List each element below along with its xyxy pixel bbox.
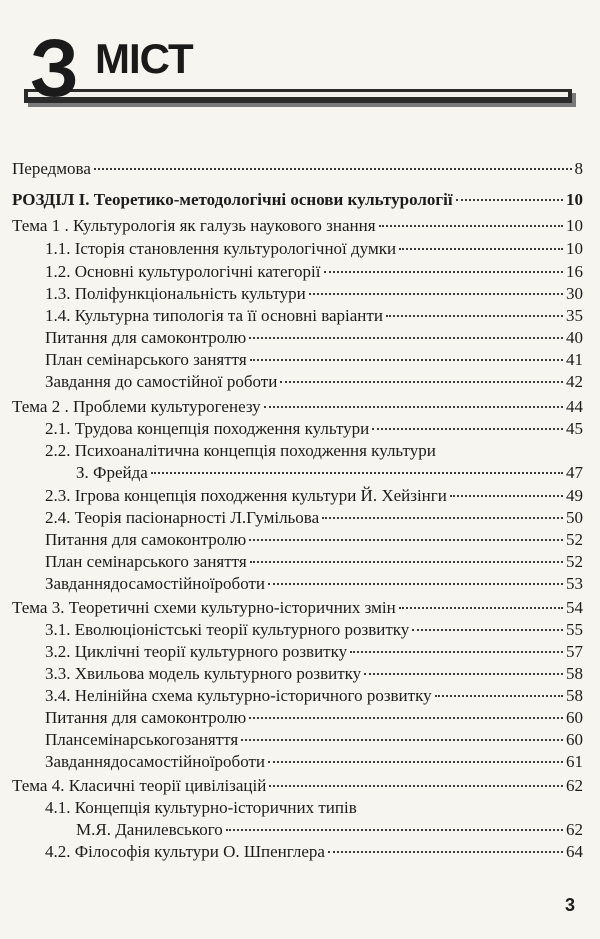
toc-entry — [12, 215, 583, 237]
toc-entry-title: 1.2. Основні культурологічні категорії — [45, 262, 321, 281]
toc-entry-title: 2.4. Теорія пасіонарності Л.Гумільова — [45, 508, 320, 527]
toc-entry-title: Завданнядосамостійноїроботи — [45, 752, 265, 771]
toc-entry — [45, 729, 583, 751]
toc-entry-title: 2.1. Трудова концепція походження культури — [45, 419, 370, 438]
toc-entry-page: 41 — [566, 350, 583, 369]
toc-entry-page: 58 — [566, 686, 583, 705]
toc-entry — [45, 349, 583, 371]
toc-entry-page: 54 — [566, 598, 583, 617]
toc-entry-page: 52 — [566, 530, 583, 549]
toc-entry-page: 50 — [566, 508, 583, 527]
toc-entry-page: 61 — [566, 752, 583, 771]
toc-entry — [45, 619, 583, 641]
toc-entry-page: 52 — [566, 552, 583, 571]
toc-entry — [45, 283, 583, 305]
toc-entry-title: 1.4. Культурна типологія та її основні варіанти — [45, 306, 383, 325]
toc-entry-page: 35 — [566, 306, 583, 325]
toc-entry — [45, 707, 583, 729]
toc-dot-leader — [386, 315, 563, 317]
toc-dot-leader — [322, 517, 563, 519]
toc-dot-leader — [328, 851, 563, 853]
toc-entry — [45, 529, 583, 551]
toc-entry-title: Питання для самоконтролю — [45, 708, 247, 727]
heading-bar-stripe — [28, 92, 568, 97]
toc-entry — [45, 841, 583, 863]
toc-entry-page: 53 — [566, 574, 583, 593]
toc-entry-title: План семінарського заняття — [45, 552, 247, 571]
toc-entry-title: 3.3. Хвильова модель культурного розвитку — [45, 664, 362, 683]
toc-entry — [45, 663, 583, 685]
toc-dot-leader — [280, 381, 563, 383]
page-number: 3 — [565, 895, 576, 915]
toc-entry-title: Плансемінарськогозаняття — [45, 730, 239, 749]
toc-dot-leader — [151, 472, 563, 474]
toc-entry-title: Тема 2 . Проблеми культурогенезу — [12, 397, 261, 416]
toc-entry-page: 62 — [566, 820, 583, 839]
toc-entry-title: 3.4. Нелінійна схема культурно-історичного розвитку — [45, 686, 432, 705]
toc-entry-title: 1.1. Історія становлення культурологічної думки — [45, 239, 397, 258]
toc-entry-page: 10 — [566, 190, 583, 209]
toc-entry — [45, 371, 583, 393]
toc-entry-page: 16 — [566, 262, 583, 281]
toc-entry — [45, 485, 583, 507]
toc-entry — [45, 440, 436, 462]
toc-dot-leader — [268, 761, 563, 763]
toc-entry-title: 3.2. Циклічні теорії культурного розвитку — [45, 642, 348, 661]
toc-dot-leader — [94, 168, 572, 170]
toc-dot-leader — [249, 717, 563, 719]
toc-entry-page: 30 — [566, 284, 583, 303]
toc-entry-page: 45 — [566, 419, 583, 438]
toc-dot-leader — [249, 539, 563, 541]
toc-entry-page: 10 — [566, 216, 583, 235]
toc-dot-leader — [268, 583, 563, 585]
toc-entry-title: 3.1. Еволюціоністські теорії культурного розвитку — [45, 620, 410, 639]
toc-entry — [45, 685, 583, 707]
heading-title: МІСТ — [95, 35, 193, 82]
toc-entry-title: Тема 3. Теоретичні схеми культурно-історичних змін — [12, 598, 396, 617]
toc-dot-leader — [309, 293, 563, 295]
toc-entry-title: Завдання до самостійної роботи — [45, 372, 278, 391]
toc-dot-leader — [250, 359, 563, 361]
toc-entry-title: 1.3. Поліфункціональність культури — [45, 284, 306, 303]
toc-dot-leader — [372, 428, 563, 430]
toc-entry — [45, 261, 583, 283]
toc-entry-page: 42 — [566, 372, 583, 391]
toc-entry-page: 55 — [566, 620, 583, 639]
toc-entry — [45, 573, 583, 595]
toc-dot-leader — [350, 651, 563, 653]
toc-dot-leader — [364, 673, 563, 675]
toc-dot-leader — [226, 829, 563, 831]
toc-entry-title: З. Фрейда — [76, 463, 148, 482]
toc-dot-leader — [241, 739, 563, 741]
toc-entry-title: М.Я. Данилевського — [76, 820, 223, 839]
toc-entry — [12, 396, 583, 418]
heading-initial-letter: З — [30, 23, 79, 114]
toc-entry-page: 44 — [566, 397, 583, 416]
toc-entry-title: РОЗДІЛ І. Теоретико-методологічні основи культурології — [12, 190, 453, 209]
toc-entry-page: 62 — [566, 776, 583, 795]
toc-dot-leader — [412, 629, 563, 631]
toc-dot-leader — [435, 695, 563, 697]
toc-entry-title: Питання для самоконтролю — [45, 530, 247, 549]
toc-entry-page: 40 — [566, 328, 583, 347]
toc-entry — [45, 551, 583, 573]
toc-entry — [76, 462, 583, 484]
contents-heading — [0, 0, 600, 120]
toc-entry-title: Тема 1 . Культурологія як галузь наукового знання — [12, 216, 376, 235]
toc-entry-page: 60 — [566, 708, 583, 727]
toc-entry-page: 49 — [566, 486, 583, 505]
toc-entry — [12, 158, 583, 180]
toc-dot-leader — [456, 199, 563, 201]
toc-entry-title: План семінарського заняття — [45, 350, 247, 369]
toc-dot-leader — [450, 495, 563, 497]
toc-entry-page: 58 — [566, 664, 583, 683]
toc-dot-leader — [269, 785, 563, 787]
toc-entry-title: 4.2. Філософія культури О. Шпенглера — [45, 842, 325, 861]
toc-dot-leader — [399, 607, 563, 609]
toc-entry-title: Передмова — [12, 159, 91, 178]
toc-dot-leader — [249, 337, 563, 339]
toc-entry — [45, 327, 583, 349]
toc-dot-leader — [324, 271, 564, 273]
toc-entry — [45, 418, 583, 440]
toc-dot-leader — [399, 248, 563, 250]
toc-entry — [12, 189, 583, 211]
toc-entry-title: 2.2. Психоаналітична концепція походження культури — [45, 441, 436, 460]
toc-entry-title: Завданнядосамостійноїроботи — [45, 574, 265, 593]
toc-entry-page: 64 — [566, 842, 583, 861]
toc-entry — [12, 775, 583, 797]
toc-entry-title: Питання для самоконтролю — [45, 328, 247, 347]
toc-entry-page: 8 — [574, 159, 583, 178]
toc-entry — [45, 238, 583, 260]
toc-entry-page: 47 — [566, 463, 583, 482]
toc-dot-leader — [250, 561, 563, 563]
toc-entry — [45, 797, 357, 819]
toc-entry-page: 10 — [566, 239, 583, 258]
toc-entry — [45, 507, 583, 529]
toc-entry-title: Тема 4. Класичні теорії цивілізацій — [12, 776, 267, 795]
toc-entry — [76, 819, 583, 841]
toc-entry — [45, 305, 583, 327]
toc-dot-leader — [379, 225, 563, 227]
toc-entry-title: 2.3. Ігрова концепція походження культури Й. Хейзінги — [45, 486, 447, 505]
toc-entry — [45, 751, 583, 773]
toc-dot-leader — [264, 406, 563, 408]
toc-entry-page: 60 — [566, 730, 583, 749]
toc-entry — [45, 641, 583, 663]
toc-entry-title: 4.1. Концепція культурно-історичних типів — [45, 798, 357, 817]
toc-entry — [12, 597, 583, 619]
toc-entry-page: 57 — [566, 642, 583, 661]
